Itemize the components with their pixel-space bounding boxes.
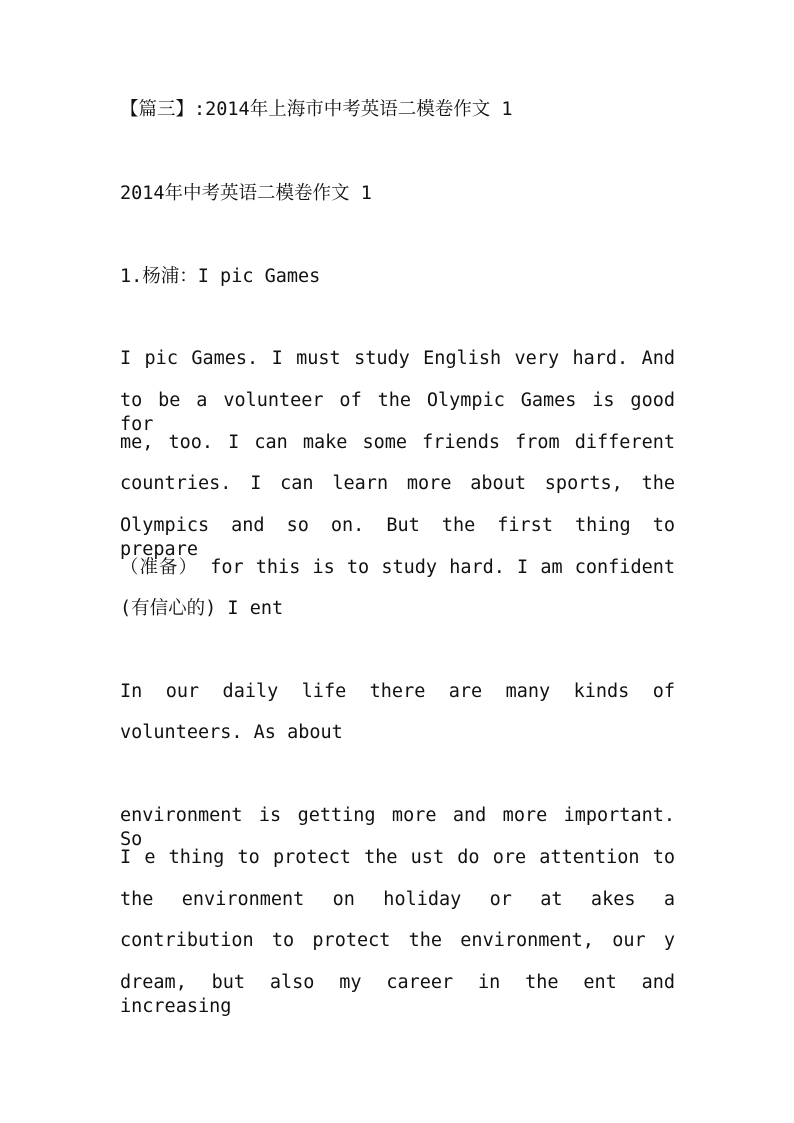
paragraph-3-line: I e thing to protect the ust do ore attention to	[120, 847, 675, 868]
section-heading: 【篇三】:2014年上海市中考英语二模卷作文 1	[120, 99, 513, 120]
paragraph-2-line: In our daily life there are many kinds of	[120, 681, 675, 702]
paragraph-3-line: environment is getting more and more important. So	[120, 805, 675, 850]
paragraph-3-line: dream, but also my career in the ent and increasing	[120, 972, 675, 1017]
paragraph-1-line: （准备） for this is to study hard. I am confident	[120, 557, 675, 578]
item-title: 1.杨浦：I pic Games	[120, 266, 321, 287]
paragraph-1-line: countries. I can learn more about sports, the	[120, 473, 675, 494]
paragraph-1-line: me, too. I can make some friends from different	[120, 432, 675, 453]
paragraph-1-line: (有信心的) I ent	[120, 598, 284, 619]
paragraph-3-line: the environment on holiday or at akes a	[120, 889, 675, 910]
paragraph-3-line: contribution to protect the environment, our y	[120, 930, 675, 951]
paragraph-1-line: to be a volunteer of the Olympic Games is good for	[120, 390, 675, 435]
paragraph-2-line: volunteers. As about	[120, 722, 343, 743]
paragraph-1-line: Olympics and so on. But the first thing to prepare	[120, 515, 675, 560]
subheading: 2014年中考英语二模卷作文 1	[120, 183, 372, 204]
paragraph-1-line: I pic Games. I must study English very hard. And	[120, 348, 675, 369]
